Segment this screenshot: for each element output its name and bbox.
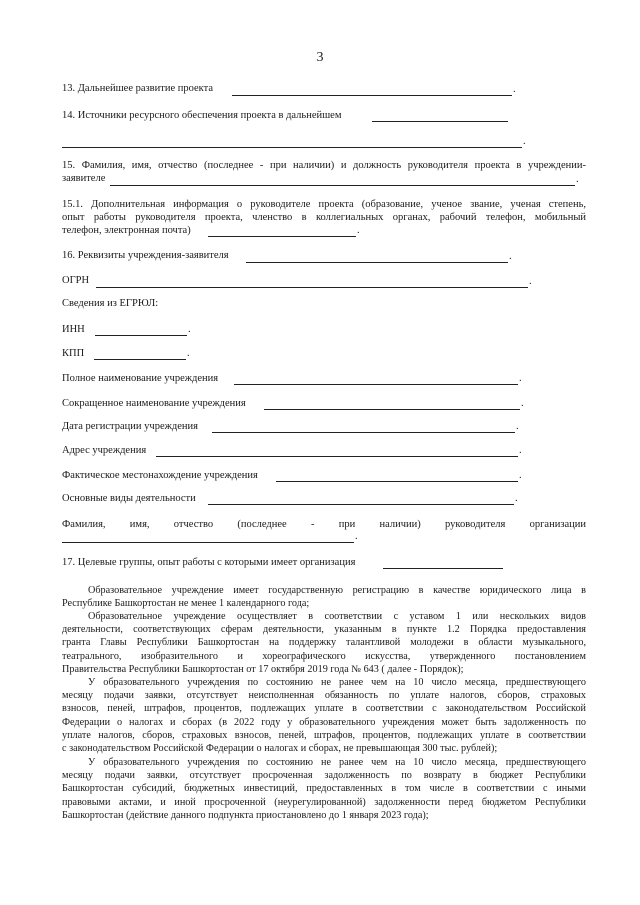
short-name-label: Сокращенное наименование учреждения <box>62 398 246 409</box>
para-line: Республике Башкортостан не менее 1 календарного года; <box>62 598 310 610</box>
field-15-1-blank[interactable] <box>208 236 356 237</box>
para-line: уплате налогов, сборов, страховых взносов, пеней, штрафов, процентов, подлежащих уплате в соответствии <box>62 729 586 741</box>
para-line: Правительства Республики Башкортостан от 17 октября 2019 года № 643 ( далее - Порядок); <box>62 663 464 675</box>
para-line: У образовательного учреждения по состоянию не ранее чем на 10 число месяца, предшествующего <box>88 757 586 768</box>
ogrn-label: ОГРН <box>62 275 90 286</box>
para-line: правовыми актами, и иной просроченной (неурегулированной) задолженности перед бюджетом Республики <box>62 796 586 808</box>
field-15-1-label-line2: опыт работы руководителя проекта, членство в коллегиальных органах, рабочий телефон, мобильный <box>62 212 586 223</box>
para-line: театрального, изобразительного и хореографического искусства, утвержденного постановлением <box>62 650 586 662</box>
para-line: гранта Главы Республики Башкортостан на поддержку талантливой молодежи в области музыкального, <box>62 637 586 649</box>
actual-location-label: Фактическое местонахождение учреждения <box>62 470 258 481</box>
para-line: месяцу подачи заявки, отсутствует неисполненная обязанность по уплате налогов, сборов, страховых <box>62 690 586 702</box>
field-16-label: 16. Реквизиты учреждения-заявителя <box>62 250 229 261</box>
address-label: Адрес учреждения <box>62 445 147 456</box>
para-line: деятельности, соответствующих сферам деятельности, указанным в пункте 1.2 Порядка предоставления <box>62 624 586 636</box>
full-name-label: Полное наименование учреждения <box>62 373 219 384</box>
field-15-1-label-line1: 15.1. Дополнительная информация о руководителе проекта (образование, ученое звание, ученая степень, <box>62 199 586 210</box>
para-line: Башкортостан субсидий, бюджетных инвестиций, предоставленных в том числе в соответствии с иными <box>62 783 586 795</box>
document-page: 3 13. Дальнейшее развитие проекта . 14. Источники ресурсного обеспечения проекта в дальнейшем . 15. Фамилия, имя, отчество (последнее - при наличии) и должность руководителя проекта в учреждении- заявителе . 15.1. Дополнительная информация о руководителе проекта (образование, ученое звание, ученая степень, опыт работы руководителя проекта, членство в коллегиальных органах, рабочий телефон, мобильный телефон, электронная почта) . 16. Реквизиты учреждения-заявителя . ОГРН . Сведения из ЕГРЮЛ: ИНН . КПП . Полное наименование учреждения . Сокращенное наименование учреждения . Дата регистрации учреждения . Адрес учреждения . Фактическое местонахождение учреждения . Основные виды деятельности . Фамилия, имя, отчество (последнее - при наличии) руководителя организации . 17. Целевые группы, опыт работы с которыми имеет организация Образовательное учреждение имеет государственную регистрацию в качестве юридического лица в Республике Башкортостан не менее 1 календарного года; Образовательное учреждение осуществляет в соответствии с уставом 1 или нескольких видов деятельности, соответствующих сферам деятельности, указанным в пункте 1.2 Порядка предоставления гранта Главы Республики Башкортостан на поддержку талантливой молодежи в области музыкального, театрального, изобразительного и хореографического искусства, утвержденного постановлением Правительства Республики Башкортостан от 17 октября 2019 года № 643 ( далее - Порядок); У образовательного учреждения по состоянию не ранее чем на 10 число месяца, предшествующего месяцу подачи заявки, отсутствует неисполненная обязанность по уплате налогов, сборов, страховых взносов, пеней, штрафов, процентов, подлежащих уплате в соответствии с законодательством Российской Федерации о налогах и сборах (в 2022 году у образовательного учреждения может быть задолженность по уплате налогов, сборов, страховых взносов, пеней, штрафов, процентов, подлежащих уплате в соответствии с законодательством Российской Федерации о налогах и сборах, не превышающая 300 тыс. рублей); У образовательного учреждения по состоянию не ранее чем на 10 число месяца, предшествующего месяцу подачи заявки, отсутствует просроченная задолженность по возврату в бюджет Республики Башкортостан субсидий, бюджетных инвестиций, предоставленных в том числе в соответствии с иными правовыми актами, и иной просроченной (неурегулированной) задолженности перед бюджетом Республики Башкортостан (действие данного подпункта приостановлено до 1 января 2023 года); <box>62 50 586 821</box>
activities-label: Основные виды деятельности <box>62 493 196 504</box>
field-15-blank[interactable] <box>110 185 575 186</box>
inn-blank[interactable] <box>95 335 187 336</box>
address-blank[interactable] <box>156 456 518 457</box>
para-line: месяцу подачи заявки, отсутствует просроченная задолженность по возврату в бюджет Республики <box>62 770 586 782</box>
field-16-blank[interactable] <box>246 262 508 263</box>
para-line: Федерации о налогах и сборах (в 2022 году у образовательного учреждения может быть задолженность по <box>62 716 586 728</box>
head-fio-blank[interactable] <box>62 542 354 543</box>
field-15-1-label-line3: телефон, электронная почта) <box>62 225 191 236</box>
page-number: 3 <box>316 50 324 65</box>
short-name-blank[interactable] <box>264 409 520 410</box>
inn-label: ИНН <box>62 324 85 335</box>
activities-blank[interactable] <box>208 504 514 505</box>
egrul-label: Сведения из ЕГРЮЛ: <box>62 298 159 309</box>
field-13-label: 13. Дальнейшее развитие проекта <box>62 83 213 94</box>
field-13-blank[interactable] <box>232 95 512 96</box>
para-line: с законодательством Российской Федерации о налогах и сборах, не превышающая 300 тыс. рублей); <box>62 743 498 755</box>
actual-location-blank[interactable] <box>276 481 518 482</box>
kpp-blank[interactable] <box>94 359 186 360</box>
kpp-label: КПП <box>62 348 85 359</box>
paragraph-registration <box>62 584 586 610</box>
reg-date-label: Дата регистрации учреждения <box>62 421 198 432</box>
full-name-blank[interactable] <box>234 384 518 385</box>
field-15-label-line1: 15. Фамилия, имя, отчество (последнее - при наличии) и должность руководителя проекта в учреждении- <box>62 160 586 171</box>
paragraph-taxes <box>62 676 586 755</box>
ogrn-blank[interactable] <box>96 287 528 288</box>
para-line: взносов, пеней, штрафов, процентов, подлежащих уплате в соответствии с законодательством Российской <box>62 703 586 715</box>
field-17-blank[interactable] <box>383 568 503 569</box>
para-line: Башкортостан (действие данного подпункта приостановлено до 1 января 2023 года); <box>62 809 429 821</box>
para-line: У образовательного учреждения по состоянию не ранее чем на 10 число месяца, предшествующего <box>88 677 586 688</box>
reg-date-blank[interactable] <box>212 432 515 433</box>
para-line: Образовательное учреждение имеет государственную регистрацию в качестве юридического лица в <box>88 585 586 596</box>
field-14-blank-2[interactable] <box>62 147 522 148</box>
field-14-label: 14. Источники ресурсного обеспечения проекта в дальнейшем <box>62 110 342 121</box>
field-15-label-line2: заявителе <box>62 173 106 184</box>
field-14-blank[interactable] <box>372 121 508 122</box>
field-17-label: 17. Целевые группы, опыт работы с которыми имеет организация <box>62 557 356 568</box>
para-line: Образовательное учреждение осуществляет в соответствии с уставом 1 или нескольких видов <box>88 611 586 622</box>
head-fio-label: Фамилия, имя, отчество (последнее - при наличии) руководителя организации <box>62 519 586 530</box>
paragraph-budget-debt <box>62 756 586 822</box>
paragraph-activities <box>62 610 586 676</box>
